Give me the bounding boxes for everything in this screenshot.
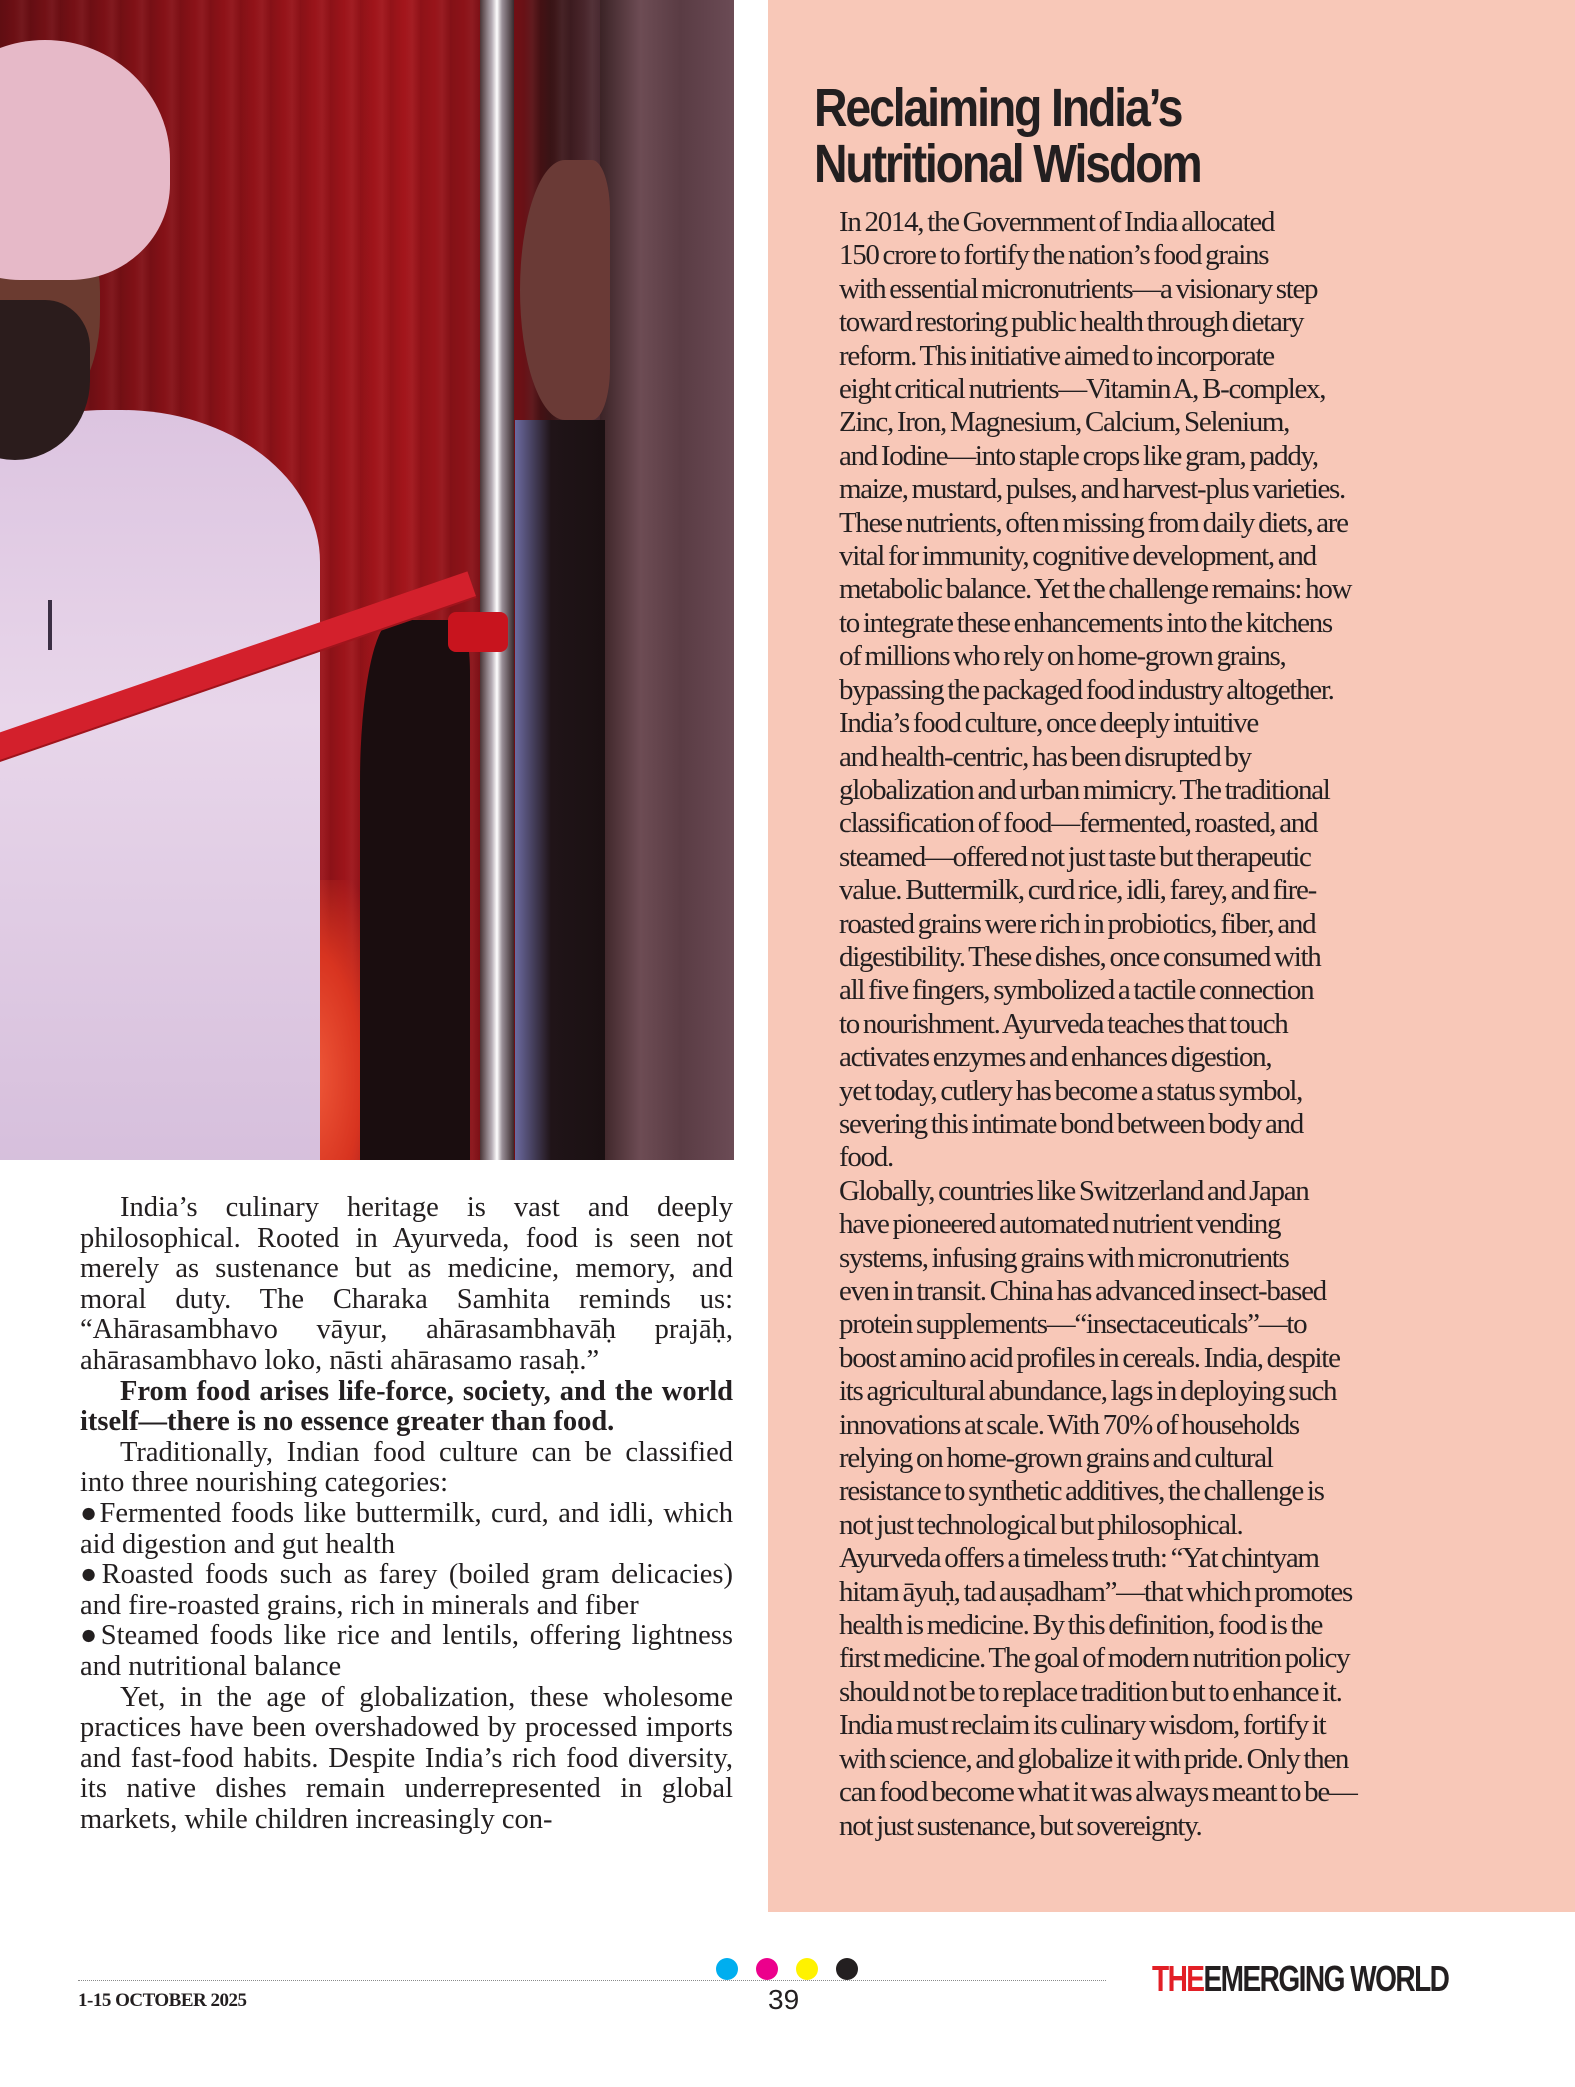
paragraph-globalization: Yet, in the age of globalization, these wholesome practices have been overshadowed by processed imports and fast-food habits. Despite India’s rich food diversity, its native dishes remain underrepresented in global markets, while children increasingly con- [80, 1681, 733, 1835]
registration-marks [716, 1958, 858, 1980]
sidebar-paragraph-2 [812, 707, 1512, 1175]
pocket-pen [48, 600, 52, 650]
black-dot [836, 1958, 858, 1980]
text-line: of millions who rely on home-grown grains, [839, 640, 1286, 673]
article-photo [0, 0, 734, 1160]
text-line: first medicine. The goal of modern nutrition policy [839, 1642, 1350, 1675]
text-line: activates enzymes and enhances digestion, [839, 1041, 1272, 1074]
text-line: all five fingers, symbolized a tactile connection [839, 974, 1314, 1007]
sidebar-body [812, 206, 1512, 1843]
text-line: reform. This initiative aimed to incorporate [839, 339, 1274, 372]
bullet-fermented: ●Fermented foods like buttermilk, curd, and idli, which aid digestion and gut health [80, 1497, 733, 1560]
text-line: can food become what it was always meant to be— [839, 1776, 1357, 1809]
text-line: innovations at scale. With 70% of households [839, 1408, 1299, 1441]
dark-coat-figure [360, 620, 470, 1160]
magenta-dot [756, 1958, 778, 1980]
text-line: steamed—offered not just taste but therapeutic [839, 840, 1311, 873]
text-line: should not be to replace tradition but to enhance it. [839, 1675, 1342, 1708]
headline-line-1: Reclaiming India’s [814, 78, 1182, 138]
text-line: boost amino acid profiles in cereals. India, despite [839, 1341, 1340, 1374]
text-line: maize, mustard, pulses, and harvest-plus varieties. [839, 473, 1345, 506]
text-line: and health-centric, has been disrupted by [839, 740, 1251, 773]
sidebar-headline [814, 80, 1416, 192]
text-line: Globally, countries like Switzerland and Japan [839, 1174, 1309, 1207]
doorframe-panel [600, 0, 734, 1160]
text-line: digestibility. These dishes, once consumed with [839, 940, 1321, 973]
text-line: even in transit. China has advanced insect-based [839, 1275, 1326, 1307]
headline-line-2: Nutritional Wisdom [814, 134, 1201, 194]
text-line: protein supplements—“insectaceuticals”—to [839, 1308, 1307, 1341]
text-line: metabolic balance. Yet the challenge remains: how [839, 573, 1352, 606]
white-kurta [0, 410, 320, 1160]
second-man-face [520, 160, 610, 420]
text-line: and Iodine—into staple crops like gram, paddy, [839, 439, 1318, 472]
text-line: Ayurveda offers a timeless truth: “Yat chintyam [839, 1542, 1319, 1575]
text-line: with science, and globalize it with pride. Only then [839, 1742, 1349, 1775]
bullet-steamed: ●Steamed foods like rice and lentils, offering lightness and nutritional balance [80, 1620, 733, 1682]
text-line: roasted grains were rich in probiotics, fiber, and [839, 907, 1316, 940]
text-line: value. Buttermilk, curd rice, idli, farey, and fire- [839, 874, 1316, 907]
text-line: not just technological but philosophical. [839, 1508, 1243, 1541]
text-line: relying on home-grown grains and cultural [839, 1442, 1273, 1475]
logo-emerging-world: EMERGING WORLD [1203, 1958, 1449, 1999]
text-line: Zinc, Iron, Magnesium, Calcium, Selenium, [839, 406, 1290, 439]
text-line: food. [839, 1141, 893, 1174]
sidebar-paragraph-4 [812, 1542, 1512, 1843]
text-line: with essential micronutrients—a visionary step [839, 272, 1318, 305]
metal-pole [480, 0, 514, 1160]
text-line: These nutrients, often missing from daily diets, are [839, 506, 1348, 539]
text-line: globalization and urban mimicry. The traditional [839, 773, 1330, 806]
text-line: its agricultural abundance, lags in deploying such [839, 1375, 1337, 1408]
text-line: yet today, cutlery has become a status symbol, [839, 1074, 1303, 1107]
left-column-body [80, 1193, 733, 1835]
ribbon-knot [448, 612, 508, 652]
text-line: health is medicine. By this definition, food is the [839, 1609, 1323, 1642]
text-line: severing this intimate bond between body and [839, 1107, 1303, 1140]
page-number: 39 [768, 1984, 800, 2015]
text-line: classification of food—fermented, roasted, and [839, 807, 1318, 840]
text-line: vital for immunity, cognitive development, and [839, 540, 1316, 573]
issue-date: 1-15 OCTOBER 2025 [78, 1990, 247, 2011]
bullet-roasted: ●Roasted foods such as farey (boiled gram delicacies) and fire-roasted grains, rich in minerals and fiber [80, 1559, 733, 1621]
text-line: resistance to synthetic additives, the challenge is [839, 1475, 1324, 1508]
text-line: bypassing the packaged food industry altogether. [839, 673, 1334, 706]
paragraph-categories: Traditionally, Indian food culture can be classified into three nourishing categories: [80, 1436, 733, 1499]
sidebar-paragraph-3 [812, 1175, 1512, 1542]
text-line: 150 crore to fortify the nation’s food grains [839, 239, 1269, 272]
text-line: toward restoring public health through dietary [839, 306, 1304, 339]
text-line: to nourishment. Ayurveda teaches that touch [839, 1007, 1288, 1040]
second-man-body [515, 420, 605, 1160]
sidebar-paragraph-1 [812, 206, 1512, 707]
text-line: systems, infusing grains with micronutrients [839, 1241, 1289, 1274]
text-line: to integrate these enhancements into the kitchens [839, 606, 1332, 639]
publication-logo [1152, 1958, 1448, 2000]
yellow-dot [796, 1958, 818, 1980]
paragraph-intro: India’s culinary heritage is vast and deeply philosophical. Rooted in Ayurveda, food is seen not merely as sustenance but as medicine, memory, and moral duty. The Charaka Samhita reminds us: “Ahārasambhavo vāyur, ahārasambhavāḥ prajāḥ, ahārasambhavo loko, nāsti ahārasamo rasaḥ.” [80, 1192, 733, 1376]
text-line: eight critical nutrients—Vitamin A, B-complex, [839, 373, 1326, 406]
paragraph-bold-translation: From food arises life-force, society, and the world itself—there is no essence greater than food. [80, 1375, 733, 1438]
text-line: not just sustenance, but sovereignty. [839, 1809, 1202, 1842]
text-line: have pioneered automated nutrient vending [839, 1208, 1281, 1241]
text-line: India’s food culture, once deeply intuitive [839, 707, 1258, 740]
text-line: India must reclaim its culinary wisdom, fortify it [839, 1709, 1326, 1742]
footer-dotted-rule [78, 1980, 1106, 1981]
text-line: In 2014, the Government of India allocated [839, 206, 1275, 238]
text-line: hitam āyuḥ, tad auṣadham”—that which promotes [839, 1575, 1352, 1608]
cyan-dot [716, 1958, 738, 1980]
logo-the: THE [1152, 1958, 1204, 1999]
